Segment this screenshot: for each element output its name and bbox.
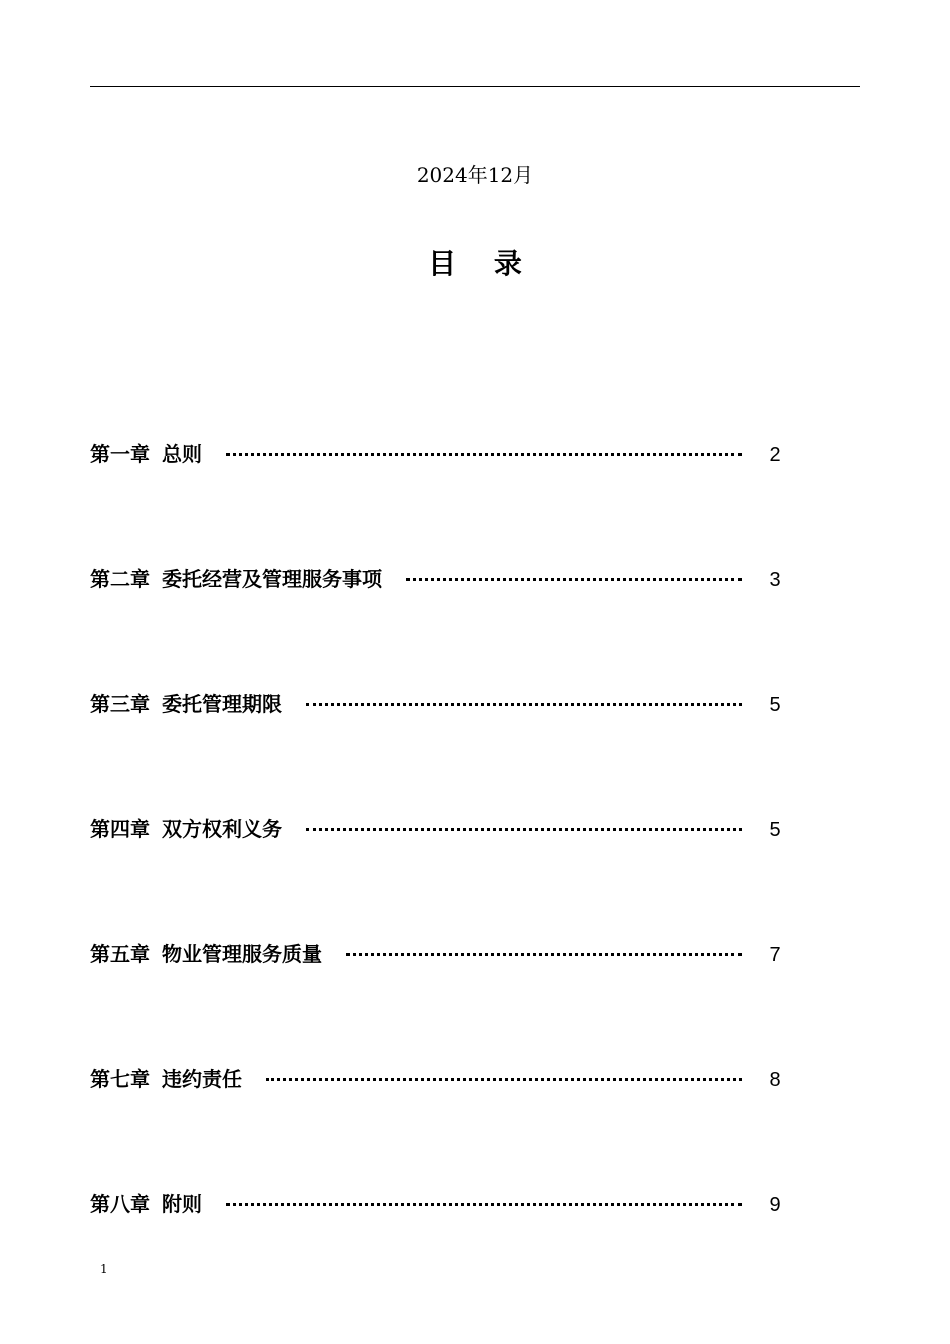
toc-dot-leader [346,953,742,956]
toc-dot-leader [306,703,742,706]
toc-title: 目 录 [428,247,536,280]
toc-chapter-title: 违约责任 [162,1067,242,1091]
toc-chapter-number: 第四章 [90,817,150,841]
toc-dot-leader [406,578,742,581]
toc-page-number: 8 [769,1069,781,1091]
toc-page-number: 9 [769,1194,781,1216]
toc-page-number: 2 [769,444,781,466]
toc-chapter-title: 双方权利义务 [162,817,282,841]
toc-chapter-title: 附则 [162,1192,202,1216]
toc-chapter-number: 第二章 [90,567,150,591]
toc-chapter-number: 第五章 [90,942,150,966]
toc-entry[interactable] [90,815,790,940]
toc-page-number: 7 [769,944,781,966]
toc-entry[interactable] [90,1065,790,1190]
toc-dot-leader [266,1078,742,1081]
toc-chapter-number: 第一章 [90,442,150,466]
toc-dot-leader [226,1203,742,1206]
toc-entry[interactable] [90,1190,790,1315]
header-rule [90,86,860,87]
page-number: 1 [100,1262,108,1276]
toc-chapter-title: 物业管理服务质量 [162,942,322,966]
toc-page-number: 5 [769,819,781,841]
toc-dot-leader [226,453,742,456]
toc-entry[interactable] [90,940,790,1065]
document-date: 2024年12月 [416,163,534,187]
toc-entry[interactable] [90,565,790,690]
toc-page-number: 3 [769,569,781,591]
toc-chapter-number: 第八章 [90,1192,150,1216]
toc-chapter-number: 第三章 [90,692,150,716]
toc-dot-leader [306,828,742,831]
toc-chapter-title: 委托经营及管理服务事项 [162,567,382,591]
toc-chapter-number: 第七章 [90,1067,150,1091]
toc-chapter-title: 委托管理期限 [162,692,282,716]
toc-entry[interactable] [90,440,790,565]
toc-entry[interactable] [90,690,790,815]
toc-page-number: 5 [769,694,781,716]
toc-chapter-title: 总则 [162,442,202,466]
table-of-contents [90,440,790,1315]
